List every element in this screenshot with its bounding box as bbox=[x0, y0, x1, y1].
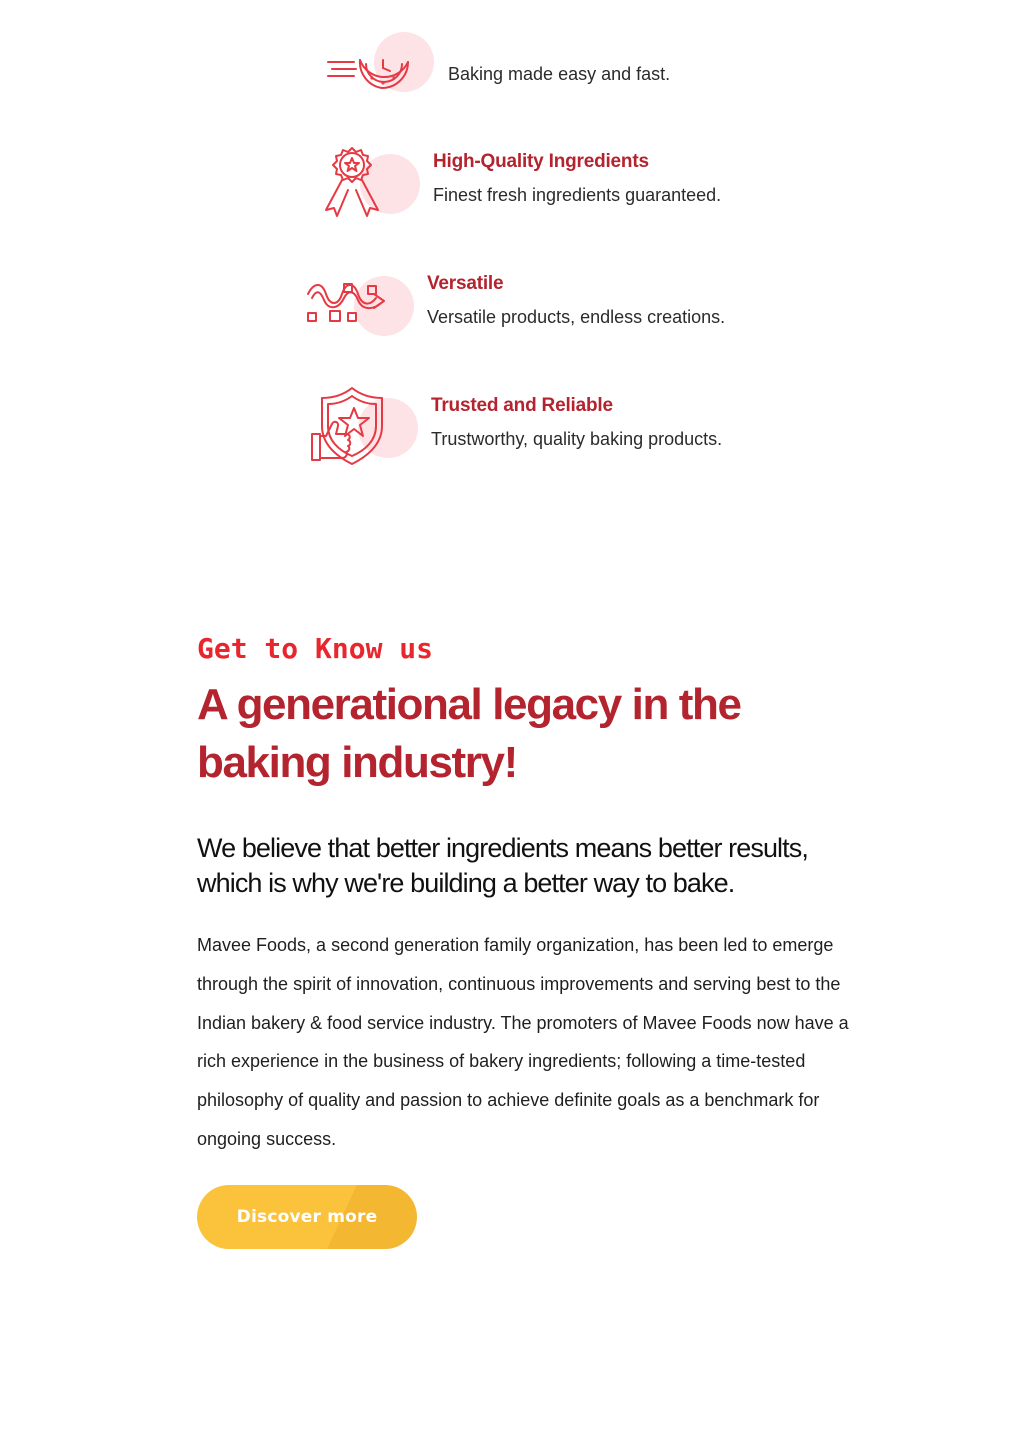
feature-versatile-icon-wrap bbox=[300, 262, 420, 342]
section-lead: We believe that better ingredients means better results, which is why we're building a better way to bake. bbox=[197, 833, 808, 898]
feature-versatile bbox=[300, 262, 760, 352]
versatile-path-icon bbox=[300, 262, 400, 342]
feature-fast-description: Baking made easy and fast. bbox=[448, 64, 671, 84]
feature-fast-icon-wrap bbox=[320, 40, 400, 120]
feature-quality-description: Finest fresh ingredients guaranteed. bbox=[433, 185, 722, 205]
feature-quality-title: High-Quality Ingredients bbox=[433, 151, 649, 172]
feature-fast bbox=[320, 40, 740, 100]
section-headline: A generational legacy in the baking industry! bbox=[197, 680, 741, 787]
feature-quality bbox=[320, 140, 760, 230]
feature-trusted-icon-wrap bbox=[306, 384, 426, 464]
feature-trusted-description: Trustworthy, quality baking products. bbox=[431, 429, 723, 449]
section-body: Mavee Foods, a second generation family organization, has been led to emerge through the spirit of innovation, continuous improvements and serving best to the Indian bakery & food service industry. The promoters of Mavee Foods now have a rich experience in the business of bakery ingredients; following a time-tested philosophy of quality and passion to achieve definite goals as a benchmark for ongoing success. bbox=[197, 935, 849, 1149]
feature-versatile-title: Versatile bbox=[427, 273, 504, 294]
shield-thumbs-up-icon bbox=[306, 384, 406, 474]
award-ribbon-icon bbox=[320, 140, 400, 224]
feature-versatile-description: Versatile products, endless creations. bbox=[427, 307, 726, 327]
section-eyebrow: Get to Know us bbox=[197, 632, 434, 665]
feature-quality-icon-wrap bbox=[320, 140, 400, 220]
feature-trusted-title: Trusted and Reliable bbox=[431, 395, 613, 416]
feature-trusted bbox=[306, 384, 766, 474]
fast-clock-icon bbox=[320, 40, 420, 100]
discover-more-button[interactable]: Discover more bbox=[197, 1185, 417, 1249]
